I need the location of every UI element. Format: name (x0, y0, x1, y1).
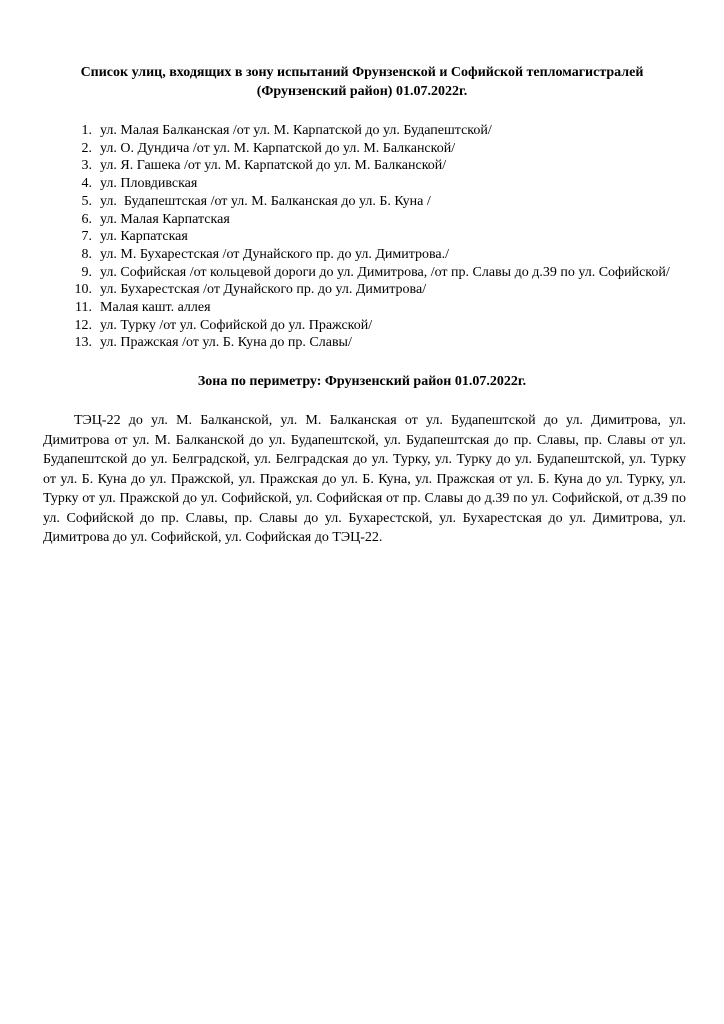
street-item-number: 8. (81, 246, 92, 262)
title-line-1: Список улиц, входящих в зону испытаний Фрунзенской и Софийской тепломагистралей (80, 65, 644, 80)
street-item-text: ул. Бухарестская /от Дунайского пр. до ул. Димитрова/ (100, 282, 427, 298)
street-list-item (60, 264, 700, 282)
street-item-text: ул. Пловдивская (100, 176, 198, 192)
street-list-item (60, 175, 700, 193)
street-item-number: 12. (74, 317, 92, 333)
street-item-number: 7. (81, 229, 92, 245)
street-list-item (60, 246, 700, 264)
street-item-text: ул. Турку /от ул. Софийской до ул. Пражской/ (100, 317, 373, 333)
street-list-item (60, 281, 700, 299)
street-list-item (60, 299, 700, 317)
street-item-number: 2. (81, 140, 92, 156)
street-list-item (60, 228, 700, 246)
street-item-text: ул. Софийская /от кольцевой дороги до ул. Димитрова, /от пр. Славы до д.39 по ул. Софийской/ (100, 264, 670, 280)
street-item-number: 10. (74, 282, 92, 298)
street-item-text: ул. Карпатская (100, 229, 188, 245)
street-item-text: ул. Будапештская /от ул. М. Балканская до ул. Б. Куна / (100, 193, 431, 209)
street-list-item (60, 193, 700, 211)
zone-heading: Зона по периметру: Фрунзенский район 01.07.2022г. (197, 374, 527, 389)
street-item-text: ул. Малая Карпатская (100, 211, 230, 227)
street-list-item (60, 334, 700, 352)
street-item-number: 5. (81, 193, 92, 209)
street-list-item (60, 211, 700, 229)
street-item-number: 1. (81, 123, 92, 138)
street-list (60, 122, 700, 352)
street-item-number: 9. (81, 264, 92, 280)
perimeter-paragraph: ТЭЦ-22 до ул. М. Балканской, ул. М. Балканская от ул. Будапештской до ул. Димитрова, ул. Димитрова от ул. М. Балканской до ул. Будапештской, ул. Будапештская до пр. Славы, пр. Славы от ул. Будапештской до ул. Белградской, ул. Белградская до ул. Турку, ул. Турку до ул. Будапештской, ул. Турку от ул. Б. Куна до ул. Пражской, ул. Пражская до ул. Б. Куна, ул. Пражская от ул. Б. Куна до ул. Турку, ул. Турку от ул. Пражской до ул. Софийской, ул. Софийская от пр. Славы до д.39 по ул. Софийской, от д.39 по ул. Софийской до пр. Славы, пр. Славы до ул. Бухарестской, ул. Бухарестская до ул. Димитрова, ул. Димитрова до ул. Софийской, ул. Софийская до ТЭЦ-22. (43, 413, 686, 545)
street-list-item (60, 122, 700, 140)
street-list-item (60, 317, 700, 335)
street-item-text: ул. Пражская /от ул. Б. Куна до пр. Славы/ (100, 335, 352, 351)
street-item-number: 13. (74, 335, 92, 351)
street-list-item (60, 140, 700, 158)
street-item-text: ул. Малая Балканская /от ул. М. Карпатской до ул. Будапештской/ (100, 123, 492, 138)
street-item-text: ул. М. Бухарестская /от Дунайского пр. до ул. Димитрова./ (100, 246, 450, 262)
street-item-number: 6. (81, 211, 92, 227)
street-item-number: 4. (81, 176, 92, 192)
street-item-text: ул. О. Дундича /от ул. М. Карпатской до ул. М. Балканской/ (100, 140, 456, 156)
street-item-number: 3. (81, 158, 92, 174)
street-item-text: Малая кашт. аллея (100, 300, 211, 316)
document-title (40, 63, 684, 101)
title-line-2: (Фрунзенский район) 01.07.2022г. (256, 84, 468, 99)
street-list-item (60, 157, 700, 175)
street-item-text: ул. Я. Гашека /от ул. М. Карпатской до ул. М. Балканской/ (100, 158, 447, 174)
street-item-number: 11. (75, 300, 92, 316)
